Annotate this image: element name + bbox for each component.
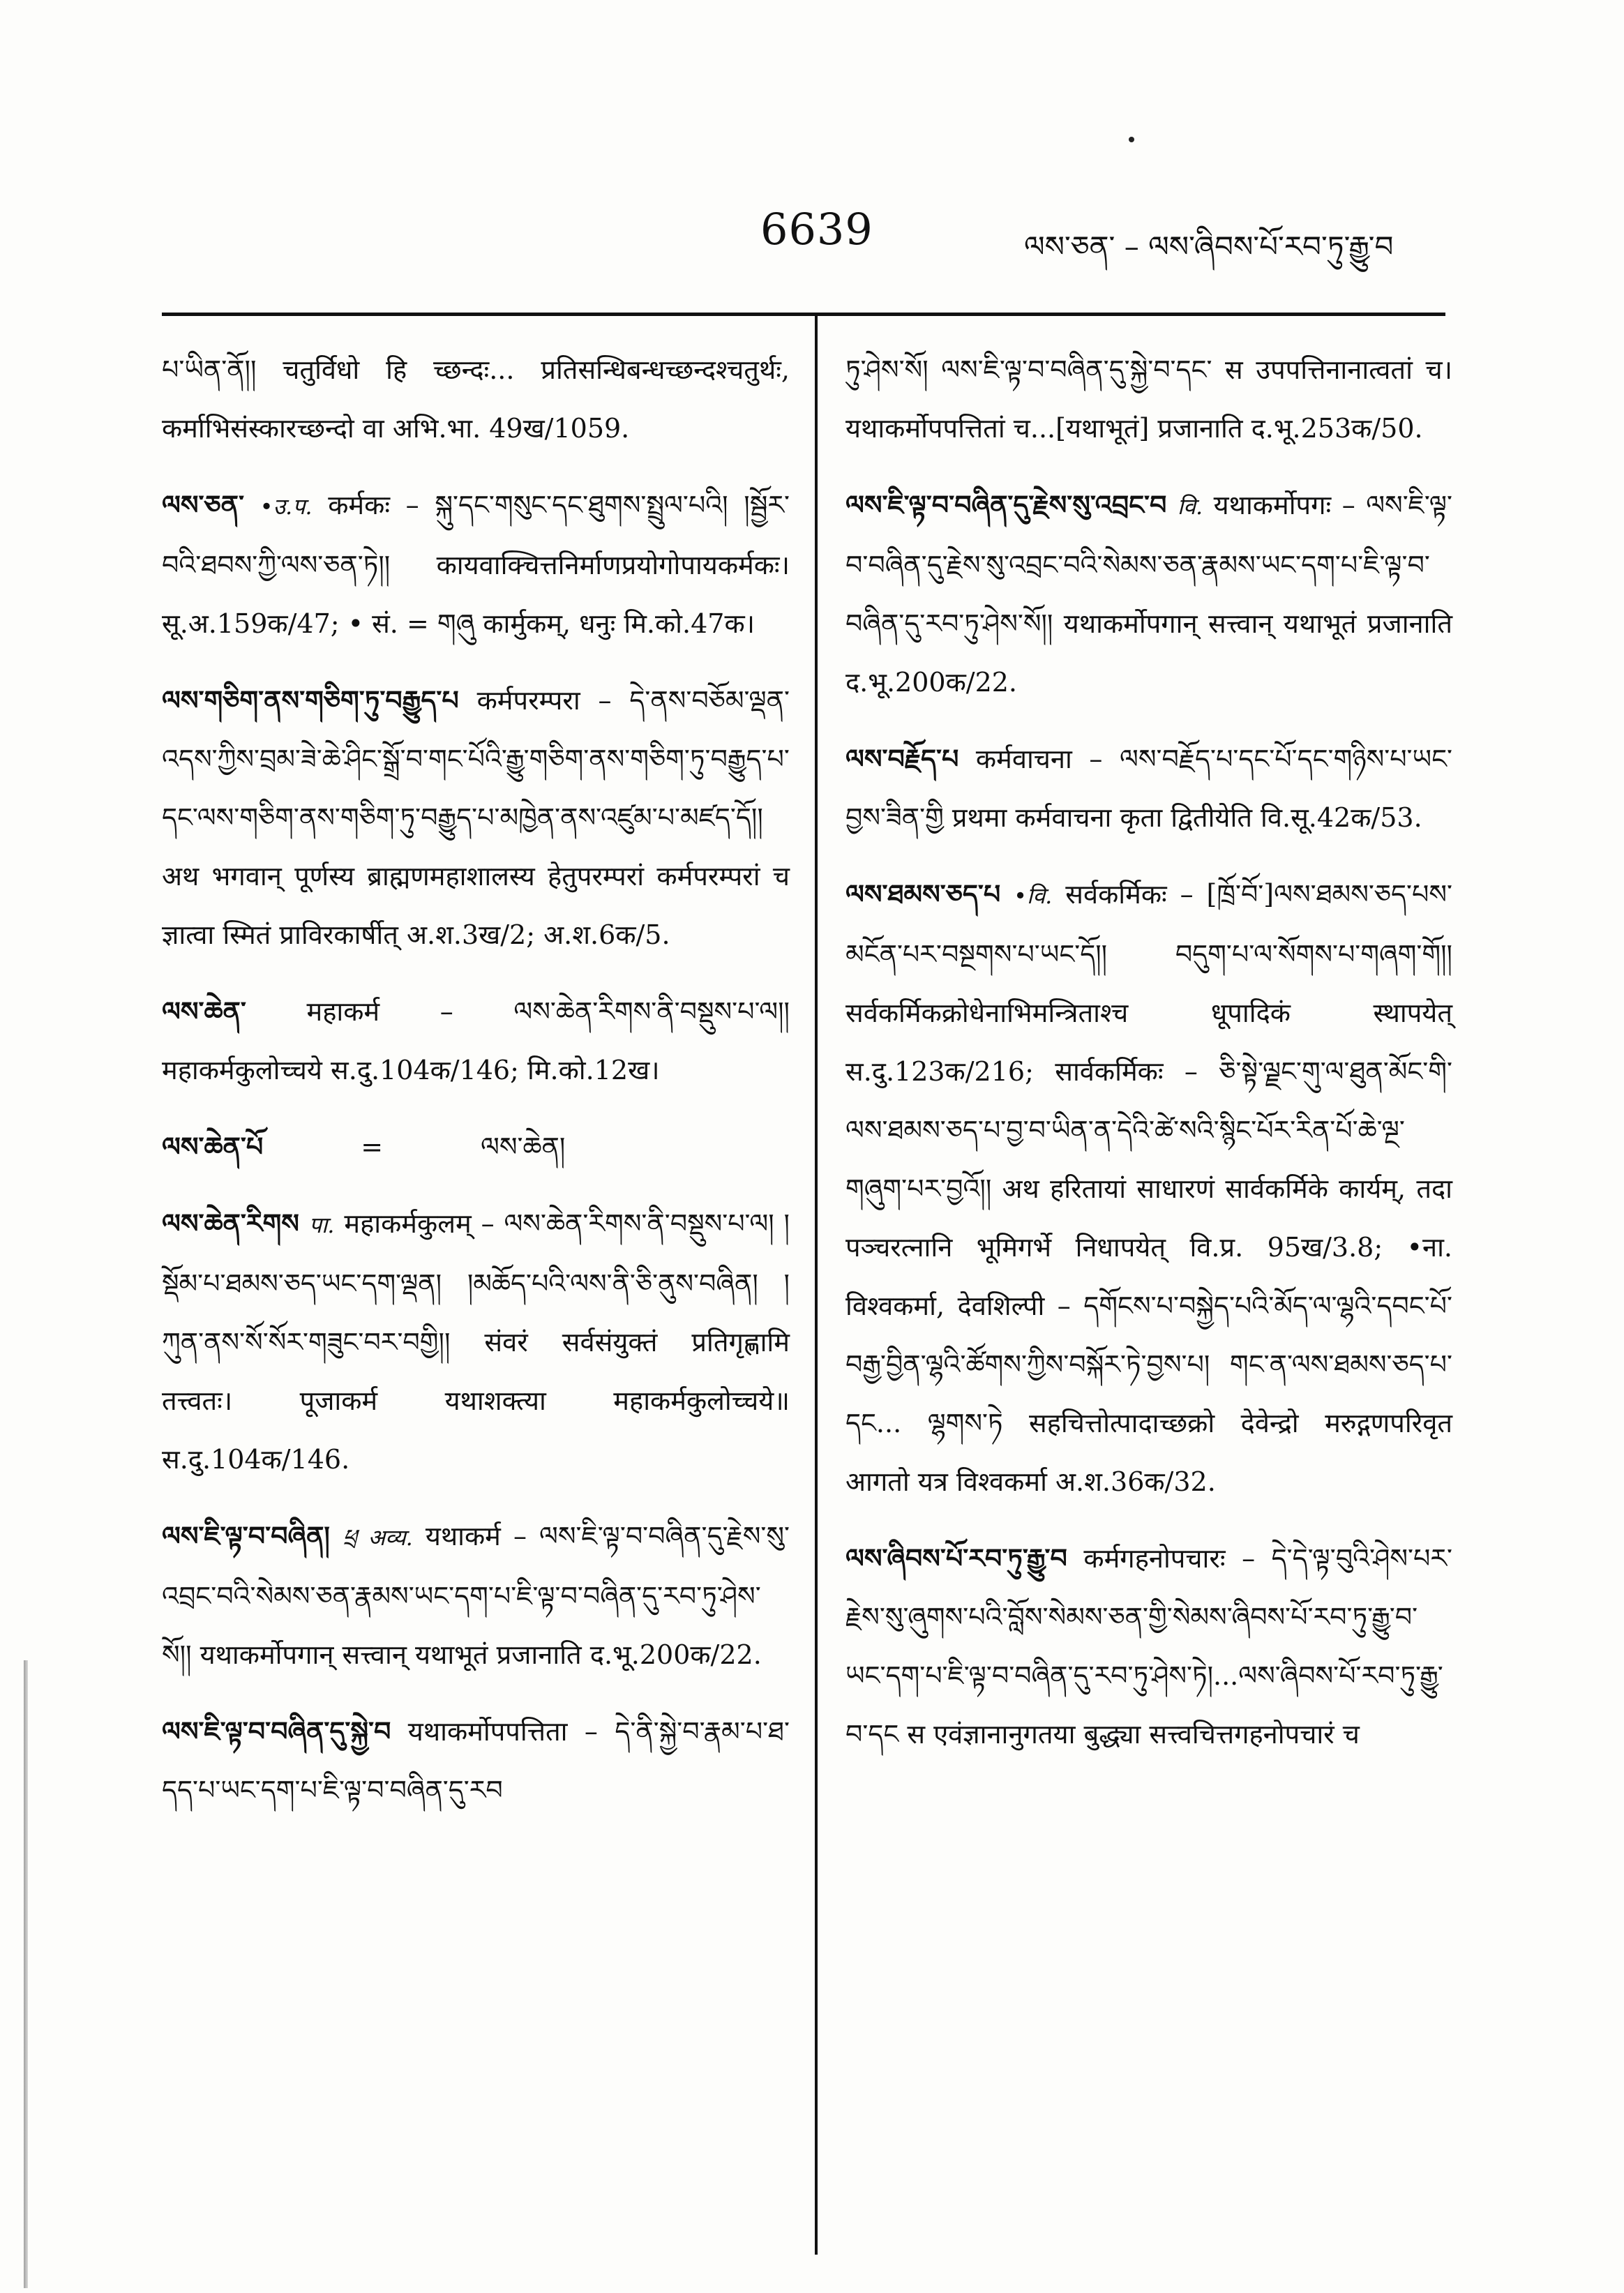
dictionary-entry <box>162 476 790 653</box>
grammar-label: •उ.प. <box>260 493 313 520</box>
definition: यथाकर्मोपपत्तिता – དེ་ནི་སྐྱེ་བ་རྣམ་པ་ཐ་དད་པ་ཡང་དག་པ་ཇི་ལྟ་བ་བཞིན་དུ་རབ <box>162 1716 790 1805</box>
headword: ལས་ཐམས་ཅད་པ <box>845 878 1001 910</box>
definition: महाकर्मकुलम् – ལས་ཆེན་རིགས་ནི་བསྡུས་པ་ལ། །སྡོམ་པ་ཐམས་ཅད་ཡང་དག་ལྡན། །མཆོད་པའི་ལས་ནི་ཅི་ནུས་བཞིན། །ཀུན་ནས་སོ་སོར་གཟུང་བར་བགྱི།། संवरं सर्वसंयुक्तं प्रतिगृह्णामि तत्त्वतः। पूजाकर्म यथाशक्त्या महाकर्मकुलोच्चये॥ स.दु.104क/146. <box>162 1208 790 1475</box>
definition: कर्मपरम्परा – དེ་ནས་བཅོམ་ལྡན་འདས་ཀྱིས་བྲམ་ཟེ་ཆེ་ཤིང་སྒྲོ་བ་གང་པོའི་རྒྱུ་གཅིག་ནས་གཅིག་ཏུ་བརྒྱུད་པ་དང་ལས་གཅིག་ནས་གཅིག་ཏུ་བརྒྱུད་པ་མཁྱེན་ནས་འཛུམ་པ་མཛད་དོ།། अथ भगवान् पूर्णस्य ब्राह्मणमहाशालस्य हेतुपरम्परां कर्मपरम्परां च ज्ञात्वा स्मितं प्राविरकार्षीत् अ.श.3ख/2; अ.श.6क/5. <box>162 685 790 950</box>
grammar-label: पा. <box>308 1212 335 1238</box>
scan-edge-shadow <box>24 1660 28 2288</box>
dictionary-entry <box>162 1118 790 1176</box>
dictionary-entry <box>162 1702 790 1819</box>
right-column <box>845 340 1452 1782</box>
headword: ལས་ཅན་ <box>162 489 244 520</box>
definition: कर्मकः – སྐུ་དང་གསུང་དང་ཐུགས་སྤྲུལ་པའི། །སྦྱོར་བའི་ཐབས་ཀྱི་ལས་ཅན་ཏེ།། कायवाक्चित्तनिर्माणप्रयोगोपायकर्मकः। सू.अ.159क/47; • सं. = གཞུ कार्मुकम्, धनुः मि.को.47क। <box>162 490 790 639</box>
headword: ལས་ཇི་ལྟ་བ་བཞིན་དུ་རྗེས་སུ་འབྲང་བ <box>845 489 1167 520</box>
dictionary-entry <box>162 1194 790 1489</box>
dictionary-entry: པ་ཡིན་ནོ།། चतुर्विधो हि च्छन्दः... प्रतिसन्धिबन्धच्छन्दश्चतुर्थः, कर्माभिसंस्कारच्छन्दो वा अभि.भा. 49ख/1059. <box>162 354 790 444</box>
ink-speck <box>1129 137 1134 142</box>
headword: ལས་བརྗོད་པ <box>845 743 959 774</box>
headword: ལས་ཇི་ལྟ་བ་བཞིན། <box>162 1520 330 1551</box>
dictionary-entry <box>845 476 1452 712</box>
definition: यथाकर्मोपगः – ལས་ཇི་ལྟ་བ་བཞིན་དུ་རྗེས་སུ་འབྲང་བའི་སེམས་ཅན་རྣམས་ཡང་དག་པ་ཇི་ལྟ་བ་བཞིན་དུ་རབ་ཏུ་ཤེས་སོ།། यथाकर्मोपगान् सत्त्वान् यथाभूतं प्रजानाति द.भू.200क/22. <box>845 490 1452 698</box>
dictionary-entry <box>845 730 1452 847</box>
definition: सर्वकर्मिकः – [ཁྲོ་བོ་]ལས་ཐམས་ཅད་པས་མངོན་པར་བསྔགས་པ་ཡང་དོ།། བདུག་པ་ལ་སོགས་པ་གཞག་གོ།། सर्वकर्मिकक्रोधेनाभिमन्त्रिताश्च धूपादिकं स्थापयेत् स.दु.123क/216; सार्वकर्मिकः – ཅི་སྟེ་ལྗང་གུ་ལ་ཐུན་མོང་གི་ལས་ཐམས་ཅད་པ་བྱ་བ་ཡིན་ན་དེའི་ཚེ་སའི་སྙིང་པོར་རིན་པོ་ཆེ་ལྔ་གཞུག་པར་བྱའོ།། अथ हरितायां साधारणं सार्वकर्मिके कार्यम्, तदा पञ्चरत्नानि भूमिगर्भे निधापयेत् वि.प्र. 95ख/3.8; •ना. विश्वकर्मा, देवशिल्पी – དགོངས་པ་བསྐྱེད་པའི་མོད་ལ་ལྷའི་དབང་པོ་བརྒྱ་བྱིན་ལྷའི་ཚོགས་ཀྱིས་བསྐོར་ཏེ་བྱས་པ། གང་ན་ལས་ཐམས་ཅད་པ་དང... ལྷགས་ཏེ सहचित्तोत्पादाच्छक्रो देवेन्द्रो मरुद्गणपरिवृत आगतो यत्र विश्वकर्मा अ.श.36क/32. <box>845 879 1452 1497</box>
headword: ལས་ཆེན་པོ <box>162 1131 264 1162</box>
grammar-label: •वि. <box>1014 882 1053 909</box>
definition: कर्मगहनोपचारः – དེ་དེ་ལྟ་བུའི་ཤེས་པར་རྗེས་སུ་ཞུགས་པའི་བློས་སེམས་ཅན་གྱི་སེམས་ཞིབས་པོ་རབ་ཏུ་རྒྱུ་བ་ཡང་དག་པ་ཇི་ལྟ་བ་བཞིན་དུ་རབ་ཏུ་ཤེས་ཏེ།...ལས་ཞིབས་པོ་རབ་ཏུ་རྒྱུ་བ་དང स एवंज्ञानानुगतया बुद्ध्या सत्त्वचित्तगहनोपचारं च <box>845 1543 1452 1750</box>
equals-sign: = <box>361 1132 384 1162</box>
grammar-label: ཕྲ अव्य. <box>342 1524 413 1551</box>
cross-reference: ལས་ཆེན། <box>481 1132 566 1162</box>
headword: ལས་གཅིག་ནས་གཅིག་ཏུ་བརྒྱུད་པ <box>162 684 459 716</box>
dictionary-entry: ཏུ་ཤེས་སོ། ལས་ཇི་ལྟ་བ་བཞིན་དུ་སྐྱེ་བ་དང་ स उपपत्तिनानात्वतां च। यथाकर्मोपपत्तितां च...[यथाभूतं] प्रजानाति द.भू.253क/50. <box>845 354 1452 444</box>
headword: ལས་ཇི་ལྟ་བ་བཞིན་དུ་སྐྱེ་བ <box>162 1715 391 1747</box>
definition: महाकर्म – ལས་ཆེན་རིགས་ནི་བསྡུས་པ་ལ།། महाकर्मकुलोच्चये स.दु.104क/146; मि.को.12ख। <box>162 996 790 1085</box>
dictionary-entry <box>845 865 1452 1511</box>
column-divider <box>815 315 818 2255</box>
headword: ལས་ཆེན་རིགས <box>162 1208 299 1239</box>
grammar-label: वि. <box>1177 493 1203 520</box>
page-number: 6639 <box>760 204 873 255</box>
headword: ལས་ཞིབས་པོ་རབ་ཏུ་རྒྱུ་བ <box>845 1542 1067 1574</box>
dictionary-entry <box>162 1507 790 1684</box>
dictionary-entry <box>162 982 790 1099</box>
left-column <box>162 340 790 1837</box>
headword: ལས་ཆེན་ <box>162 995 246 1027</box>
dictionary-entry <box>162 671 790 964</box>
header-rule <box>162 313 1445 316</box>
definition: कर्मवाचना – ལས་བརྗོད་པ་དང་པོ་དང་གཉིས་པ་ཡང་བྱས་ཟིན་གྱི प्रथमा कर्मवाचना कृता द्वितीयेति वि.सू.42क/53. <box>845 744 1452 833</box>
definition: यथाकर्म – ལས་ཇི་ལྟ་བ་བཞིན་དུ་རྗེས་སུ་འབྲང་བའི་སེམས་ཅན་རྣམས་ཡང་དག་པ་ཇི་ལྟ་བ་བཞིན་དུ་རབ་ཏུ་ཤེས་སོ།། यथाकर्मोपगान् सत्त्वान् यथाभूतं प्रजानाति द.भू.200क/22. <box>162 1521 790 1670</box>
running-head: ལས་ཅན་ – ལས་ཞིབས་པོ་རབ་ཏུ་རྒྱུ་བ <box>1024 230 1394 264</box>
dictionary-entry <box>845 1529 1452 1764</box>
